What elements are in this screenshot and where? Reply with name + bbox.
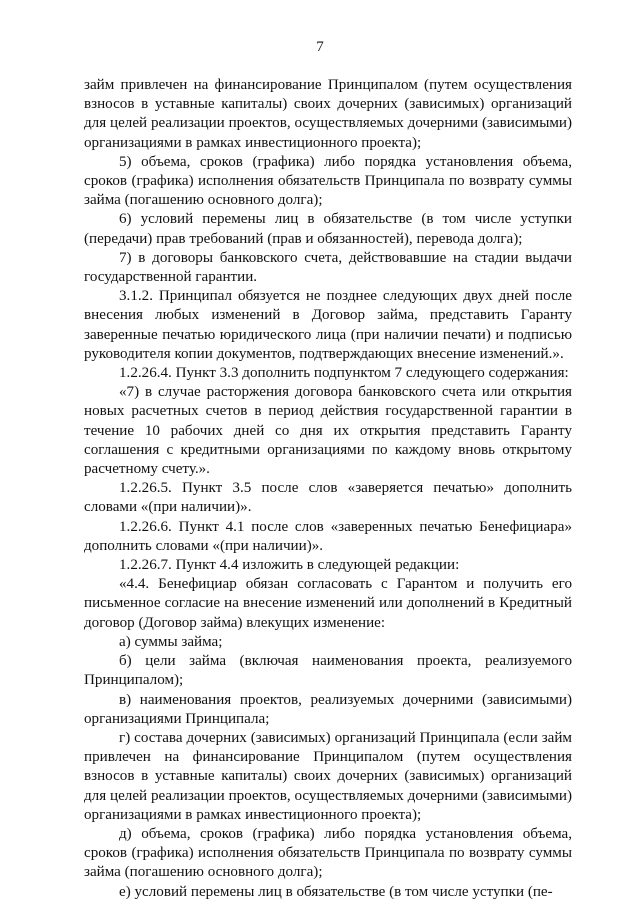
list-item-7: 7) в договоры банковского счета, действовавшие на стадии выдачи государственной гарантии. [84, 249, 572, 286]
list-item-g: г) состава дочерних (зависимых) организаций Принципала (если займ привлечен на финансирование Принципалом (путем осуществления взносов в уставные капиталы) своих дочерних (зависимых) организаций для целей реализации проектов, осуществляемых дочерними (зависимыми) организациями в рамках инвестиционного проекта); [84, 729, 572, 823]
quote-subpoint-7: «7) в случае расторжения договора банковского счета или открытия новых расчетных счетов в период действия государственной гарантии в течение 10 рабочих дней со дня их открытия представить Гаранту соглашения с кредитными организациями по каждому вновь открытому расчетному счету.». [84, 384, 572, 478]
clause-1-2-26-5: 1.2.26.5. Пункт 3.5 после слов «заверяется печатью» дополнить словами «(при наличии)». [84, 480, 572, 516]
list-item-b: б) цели займа (включая наименования проекта, реализуемого Принципалом); [84, 653, 572, 689]
quote-clause-4-4: «4.4. Бенефициар обязан согласовать с Гарантом и получить его письменное согласие на внесение изменений или дополнений в Кредитный договор (Договор займа) влекущих изменение: [84, 576, 572, 631]
clause-3-1-2: 3.1.2. Принципал обязуется не позднее следующих двух дней после внесения любых изменений в Договор займа, представить Гаранту заверенные печатью юридического лица (при наличии печати) и подписью руководителя копии документов, подтверждающих внесение изменений.». [84, 288, 572, 362]
clause-1-2-26-4: 1.2.26.4. Пункт 3.3 дополнить подпунктом 7 следующего содержания: [119, 365, 569, 382]
list-item-v: в) наименования проектов, реализуемых дочерними (зависимыми) организациями Принципала; [84, 691, 572, 727]
page-number: 7 [316, 39, 324, 55]
list-item-a: а) суммы займа; [119, 633, 223, 650]
list-item-e: е) условий перемены лиц в обязательстве (в том числе уступки (пе- [119, 883, 553, 900]
list-item-6: 6) условий перемены лиц в обязательстве (в том числе уступки (передачи) прав требований (прав и обязанностей), перевода долга); [84, 211, 572, 247]
list-item-5: 5) объема, сроков (графика) либо порядка установления объема, сроков (графика) исполнения обязательств Принципала по возврату суммы займа (погашению основного долга); [84, 153, 572, 209]
clause-1-2-26-7: 1.2.26.7. Пункт 4.4 изложить в следующей редакции: [119, 557, 460, 574]
document-body [84, 76, 572, 902]
clause-1-2-26-6: 1.2.26.6. Пункт 4.1 после слов «заверенных печатью Бенефициара» дополнить словами «(при наличии)». [84, 518, 572, 554]
paragraph-continuation: займ привлечен на финансирование Принципалом (путем осуществления взносов в уставные капиталы) своих дочерних (зависимых) организаций для целей реализации проектов, осуществляемых дочерними (зависимыми) организациями в рамках инвестиционного проекта); [84, 77, 572, 151]
list-item-d: д) объема, сроков (графика) либо порядка установления объема, сроков (графика) исполнения обязательств Принципала по возврату суммы займа (погашению основного долга); [84, 825, 572, 881]
